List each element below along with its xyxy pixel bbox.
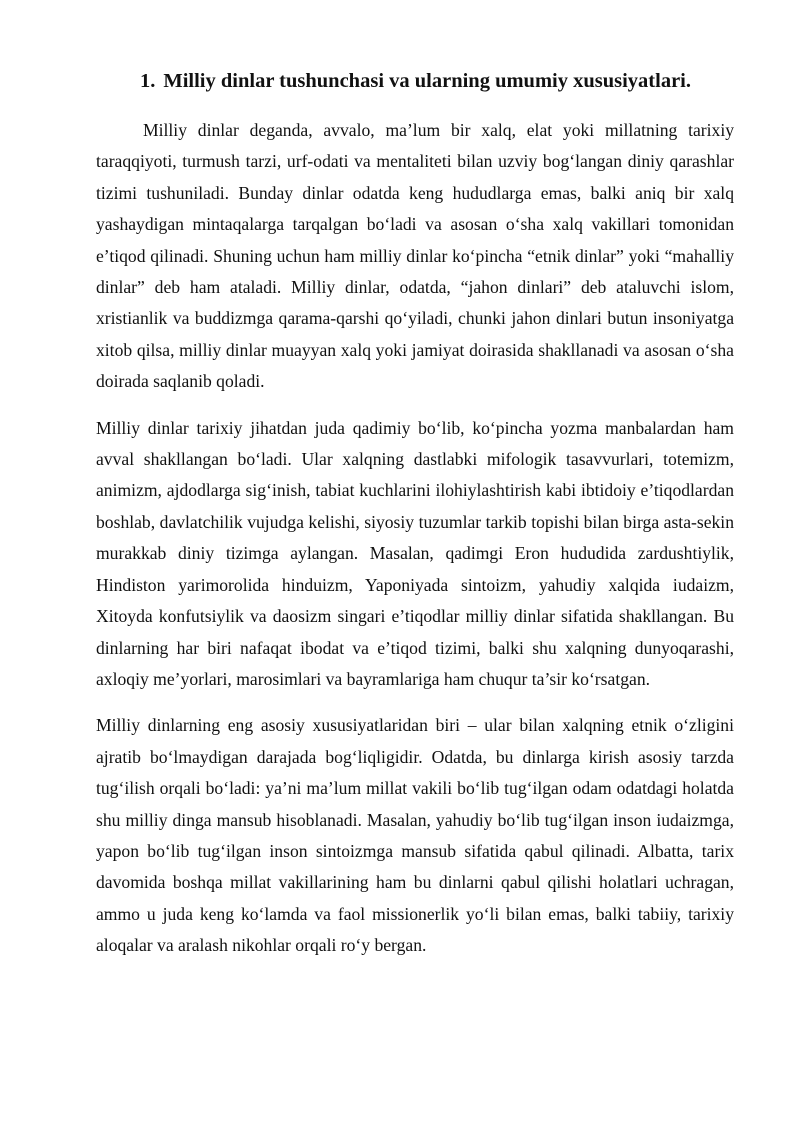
section-title: Milliy dinlar tushunchasi va ularning umumiy xususiyatlari. — [163, 70, 691, 92]
paragraph-3: Milliy dinlarning eng asosiy xususiyatlaridan biri – ular bilan xalqning etnik o‘zligini ajratib bo‘lmaydigan darajada bog‘liqligidir. Odatda, bu dinlarga kirish asosiy tarzda tug‘ilish orqali bo‘ladi: ya’ni ma’lum millat vakili bo‘lib tug‘ilgan odam odatdagi holatda shu milliy dinga mansub hisoblanadi. Masalan, yahudiy bo‘lib tug‘ilgan inson iudaizmga, yapon bo‘lib tug‘ilgan inson sintoizmga mansub sifatida qabul qilinadi. Albatta, tarix davomida boshqa millat vakillarining ham bu dinlarni qabul qilishi holatlari uchragan, ammo u juda keng ko‘lamda va faol missionerlik yo‘li bilan emas, balki tabiiy, tarixiy aloqalar va aralash nikohlar orqali ro‘y bergan. — [96, 715, 734, 956]
paragraph-1: Milliy dinlar deganda, avvalo, ma’lum bir xalq, elat yoki millatning tarixiy taraqqiyoti, turmush tarzi, urf-odati va mentaliteti bilan uzviy bog‘langan diniy qarashlar tizimi tushuniladi. Bunday dinlar odatda keng hududlarga emas, balki aniq bir xalq yashaydigan mintaqalarga tarqalgan bo‘ladi va asosan o‘sha xalq vakillari tomonidan e’tiqod qilinadi. Shuning uchun ham milliy dinlar ko‘pincha “etnik dinlar” yoki “mahalliy dinlar” deb ham ataladi. Milliy dinlar, odatda, “jahon dinlari” deb ataluvchi islom, xristianlik va buddizmga qarama-qarshi qo‘yiladi, chunki jahon dinlari butun insoniyatga xitob qilsa, milliy dinlar muayyan xalq yoki jamiyat doirasida shakllanadi va asosan o‘sha doirada saqlanib qoladi. — [96, 120, 734, 392]
paragraph-2: Milliy dinlar tarixiy jihatdan juda qadimiy bo‘lib, ko‘pincha yozma manbalardan ham avval shakllangan bo‘ladi. Ular xalqning dastlabki mifologik tasavvurlari, totemizm, animizm, ajdodlarga sig‘inish, tabiat kuchlarini ilohiylashtirish kabi ibtidoiy e’tiqodlardan boshlab, davlatchilik vujudga kelishi, siyosiy tuzumlar tarkib topishi bilan birga asta-sekin murakkab diniy tizimga aylangan. Masalan, qadimgi Eron hududida zardushtiylik, Hindiston yarimorolida hinduizm, Yaponiyada sintoizm, yahudiy xalqida iudaizm, Xitoyda konfutsiylik va daosizm singari e’tiqodlar milliy dinlar sifatida shakllangan. Bu dinlarning har biri nafaqat ibodat va e’tiqod tizimi, balki shu xalqning dunyoqarashi, axloqiy me’yorlari, marosimlari va bayramlariga ham chuqur ta’sir ko‘rsatgan. — [96, 417, 734, 689]
document-body — [96, 115, 734, 977]
section-heading — [140, 66, 691, 96]
section-number: 1. — [140, 70, 156, 92]
